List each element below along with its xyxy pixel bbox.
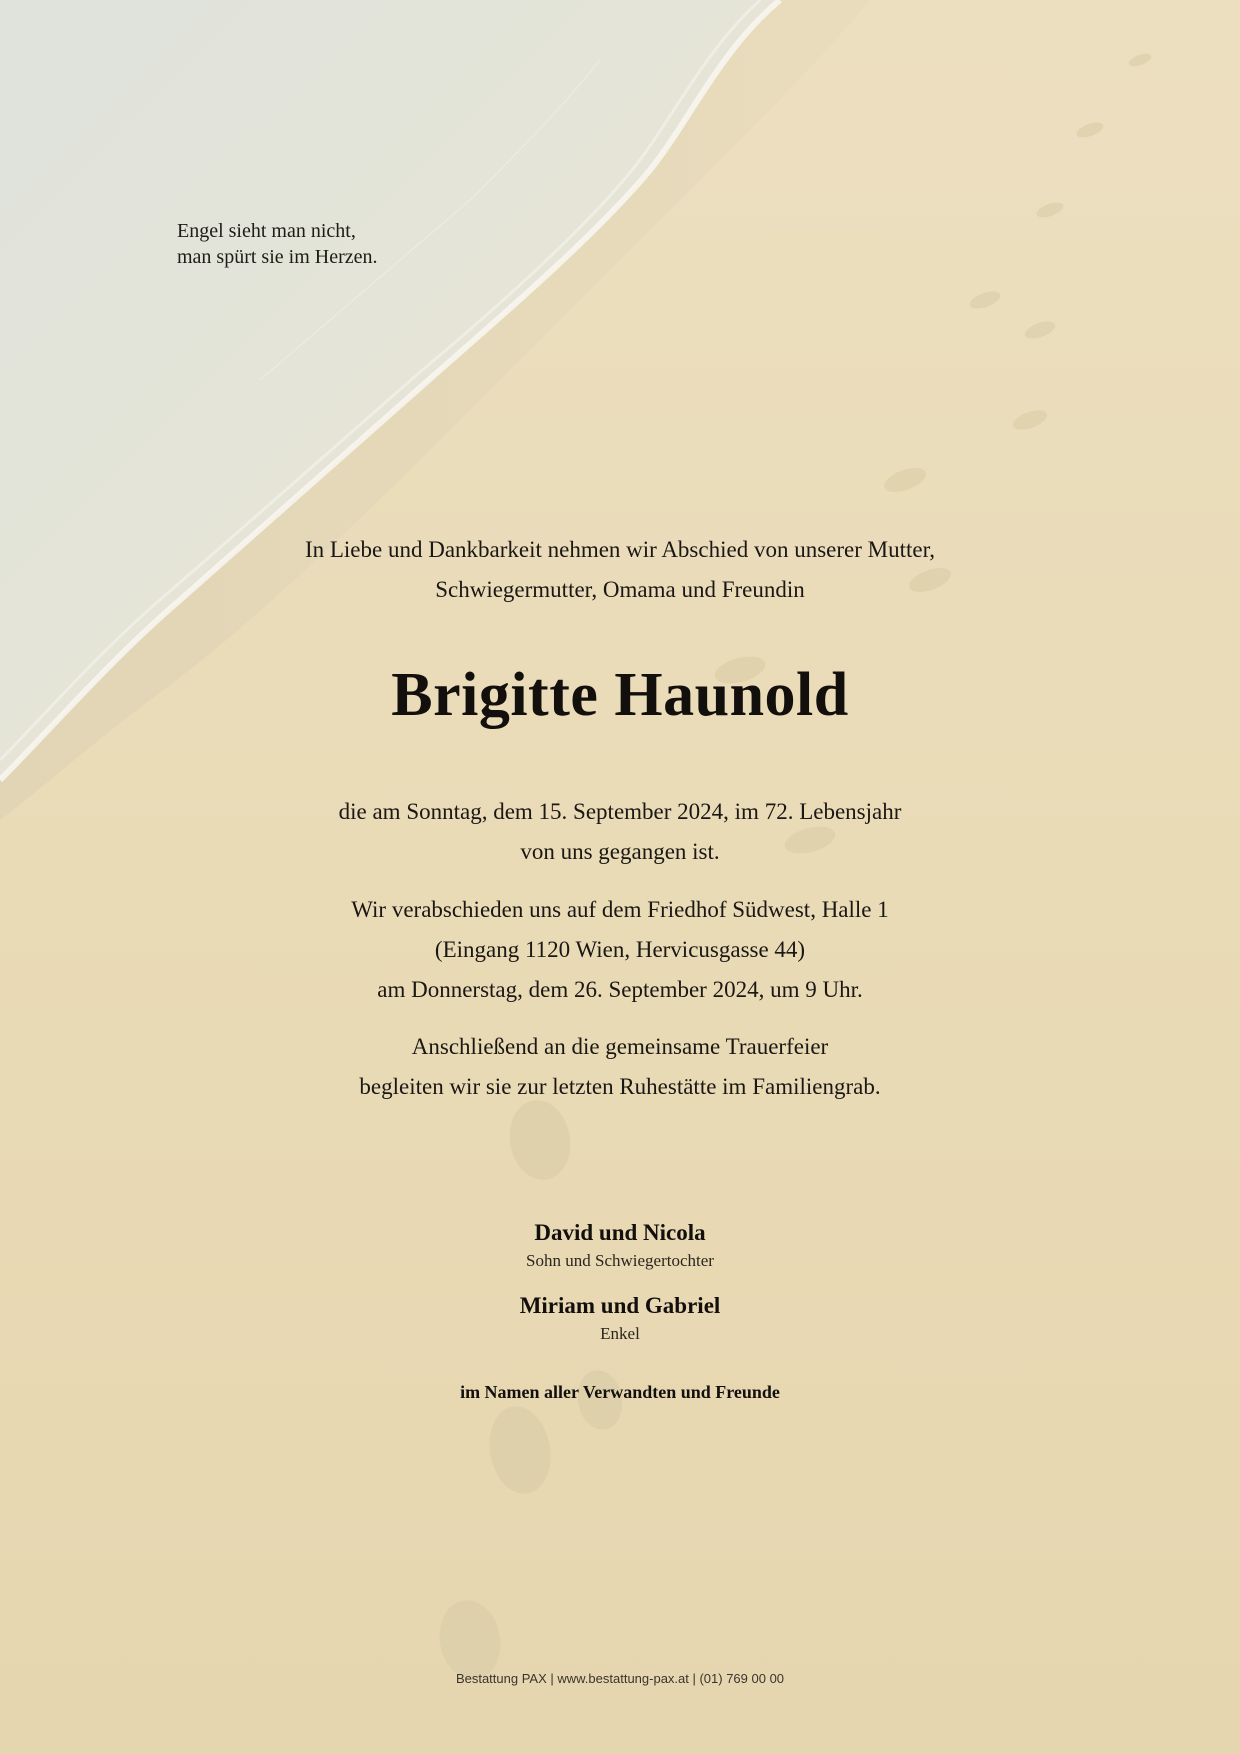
deceased-name: Brigitte Haunold (391, 661, 849, 729)
family-member-relation: Sohn und Schwiegertochter (526, 1251, 714, 1270)
closing-line: im Namen aller Verwandten und Freunde (460, 1382, 780, 1402)
funeral-home-footer: Bestattung PAX | www.bestattung-pax.at | (01) 769 00 00 (455, 1671, 785, 1686)
burial-line: begleiten wir sie zur letzten Ruhestätte im Familiengrab. (359, 1074, 881, 1099)
family-member-relation: Enkel (600, 1324, 640, 1343)
intro-line: In Liebe und Dankbarkeit nehmen wir Abschied von unserer Mutter, (304, 537, 936, 562)
family-member-names: David und Nicola (534, 1220, 706, 1245)
intro-text (0, 530, 1240, 610)
family-member-names: Miriam und Gabriel (519, 1293, 721, 1318)
ceremony-line: Wir verabschieden uns auf dem Friedhof Südwest, Halle 1 (351, 897, 889, 922)
burial-details (0, 1027, 1240, 1107)
burial-line: Anschließend an die gemeinsame Trauerfeier (411, 1034, 829, 1059)
death-notice-line: die am Sonntag, dem 15. September 2024, im 72. Lebensjahr (338, 799, 902, 824)
intro-line: Schwiegermutter, Omama und Freundin (435, 577, 805, 602)
death-notice (0, 792, 1240, 872)
quote-line: man spürt sie im Herzen. (177, 246, 378, 268)
quote-line: Engel sieht man nicht, (177, 220, 356, 242)
memorial-quote (177, 218, 378, 270)
death-notice-line: von uns gegangen ist. (520, 839, 720, 864)
ceremony-line: am Donnerstag, dem 26. September 2024, um 9 Uhr. (377, 977, 863, 1002)
ceremony-line: (Eingang 1120 Wien, Hervicusgasse 44) (434, 937, 806, 962)
ceremony-details (0, 890, 1240, 1010)
